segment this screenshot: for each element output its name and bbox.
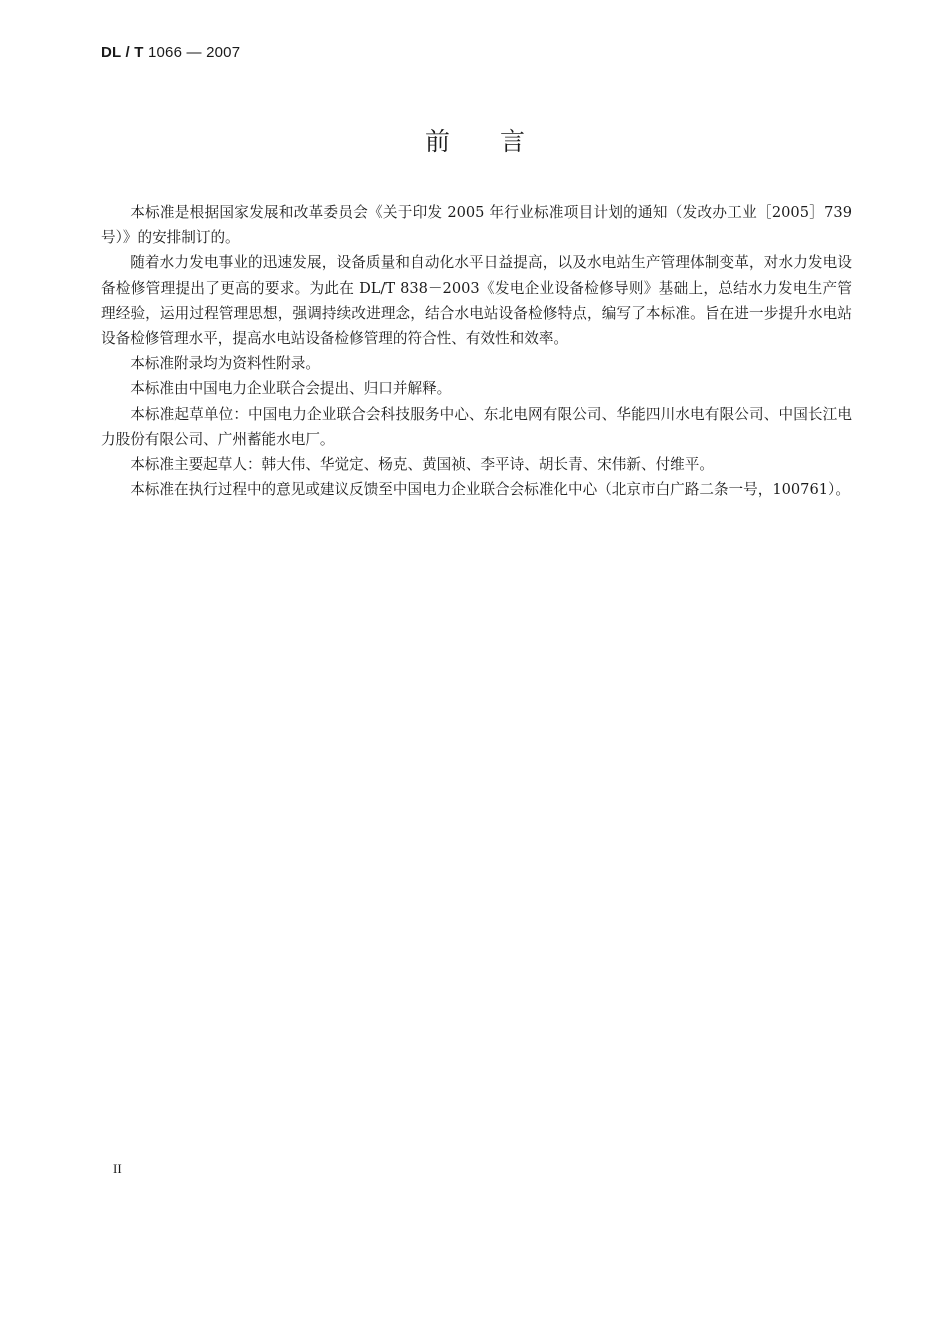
paragraph-drafters: 本标准主要起草人：韩大伟、华觉定、杨克、黄国祯、李平诗、胡长青、宋伟新、付维平。 [130,456,714,474]
paragraph-purpose: 随着水力发电事业的迅速发展，设备质量和自动化水平日益提高，以及水电站生产管理体制变革，对水力发电设备检修管理提出了更高的要求。为此在 DL/T 838－2003《发电企业设备检修导则》基础上，总结水力发电生产管理经验，运用过程管理思想，强调持续改进理念，结合水电站设备检修特点，编写了本标准。旨在进一步提升水电站设备检修管理水平，提高水电站设备检修管理的符合性、有效性和效率。 [101,254,852,348]
paragraph-drafting-units: 本标准起草单位：中国电力企业联合会科技服务中心、东北电网有限公司、华能四川水电有限公司、中国长江电力股份有限公司、广州蓄能水电厂。 [101,405,852,448]
paragraph-appendix: 本标准附录均为资料性附录。 [130,355,320,373]
paragraph-feedback: 本标准在执行过程中的意见或建议反馈至中国电力企业联合会标准化中心（北京市白广路二条一号，100761）。 [130,481,850,499]
standard-number: 1066 — 2007 [147,44,241,61]
paragraph-basis: 本标准是根据国家发展和改革委员会《关于印发 2005 年行业标准项目计划的通知（发改办工业［2005］739 号）》的安排制订的。 [101,204,852,247]
standard-code-header [101,44,240,61]
page-title: 前言 [424,127,575,156]
standard-prefix: DL / T [101,44,144,61]
paragraph-proposer: 本标准由中国电力企业联合会提出、归口并解释。 [130,380,452,398]
page-number: II [113,1161,122,1176]
foreword-body [101,200,852,502]
